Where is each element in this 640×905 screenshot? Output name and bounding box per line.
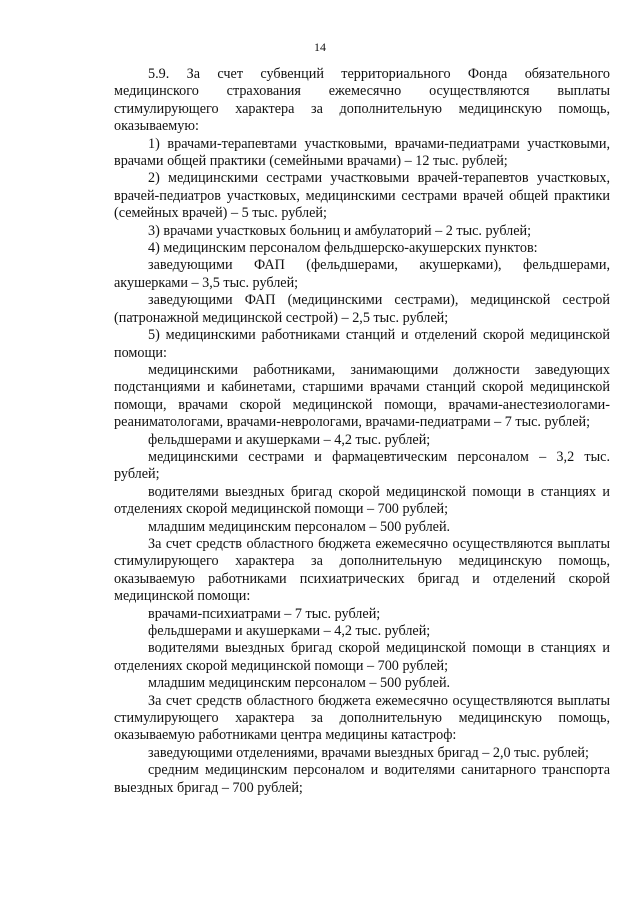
paragraph-ems-drivers: водителями выездных бригад скорой медицинской помощи в станциях и отделениях скорой медицинской помощи – 700 рублей; — [114, 483, 610, 518]
paragraph-psych-junior-staff: младшим медицинским персоналом – 500 рублей. — [148, 675, 451, 692]
paragraph-item-4: 4) медицинским персоналом фельдшерско-акушерских пунктов: — [148, 240, 538, 257]
paragraph-psych-drivers: водителями выездных бригад скорой медицинской помощи в станциях и отделениях скорой медицинской помощи – 700 рублей; — [114, 640, 610, 674]
paragraph-disaster-center-intro: За счет средств областного бюджета ежемесячно осуществляются выплаты стимулирующего характера за дополнительную медицинскую помощь, оказываемую работниками центра медицины катастроф: — [114, 692, 610, 744]
paragraph-psych-feldshers: фельдшерами и акушерками – 4,2 тыс. рублей; — [148, 623, 431, 639]
paragraph-psychiatrists: врачами-психиатрами – 7 тыс. рублей; — [148, 605, 381, 622]
paragraph-item-1: 1) врачами-терапевтами участковыми, врачами-педиатрами участковыми, врачами общей практики (семейными врачами) – 12 тыс. рублей; — [114, 135, 610, 170]
paragraph-item-2: 2) медицинскими сестрами участковыми врачей-терапевтов участковых, врачей-педиатров участковых, медицинскими сестрами врачей общей практики (семейных врачей) – 5 тыс. рублей; — [114, 170, 610, 222]
paragraph-5-9-intro: 5.9. За счет субвенций территориального Фонда обязательного медицинского страхования ежемесячно осуществляются выплаты стимулирующего характера за дополнительную медицинскую помощь, оказываемую: — [114, 66, 610, 135]
paragraph-disaster-heads: заведующими отделениями, врачами выездных бригад – 2,0 тыс. рублей; — [148, 744, 589, 761]
page-number: 14 — [314, 40, 326, 54]
paragraph-ems-nurses: медицинскими сестрами и фармацевтическим персоналом – 3,2 тыс. рублей; — [114, 448, 610, 483]
paragraph-fap-heads-nurses: заведующими ФАП (медицинскими сестрами), медицинской сестрой (патронажной медицинской сестрой) – 2,5 тыс. рублей; — [114, 292, 610, 326]
paragraph-ems-doctors: медицинскими работниками, занимающими должности заведующих подстанциями и кабинетами, старшими врачами станций скорой медицинской помощи, врачами скорой медицинской помощи, врачами-анестезиологами-реаниматологами, врачами-неврологами, врачами-педиатрами – 7 тыс. рублей; — [114, 361, 610, 431]
paragraph-item-5: 5) медицинскими работниками станций и отделений скорой медицинской помощи: — [114, 327, 610, 361]
paragraph-item-3: 3) врачами участковых больниц и амбулаторий – 2 тыс. рублей; — [148, 222, 532, 239]
document-body — [114, 66, 610, 797]
paragraph-fap-heads-feldshers: заведующими ФАП (фельдшерами, акушерками), фельдшерами, акушерками – 3,5 тыс. рублей; — [114, 257, 610, 291]
paragraph-psychiatric-intro: За счет средств областного бюджета ежемесячно осуществляются выплаты стимулирующего характера за дополнительную медицинскую помощь, оказываемую работниками психиатрических бригад и отделений скорой медицинской помощи: — [114, 535, 610, 605]
paragraph-disaster-mid-staff: средним медицинским персоналом и водителями санитарного транспорта выездных бригад – 700 рублей; — [114, 762, 610, 796]
paragraph-ems-junior-staff: младшим медицинским персоналом – 500 рублей. — [148, 518, 451, 535]
paragraph-ems-feldshers: фельдшерами и акушерками – 4,2 тыс. рублей; — [148, 431, 431, 448]
